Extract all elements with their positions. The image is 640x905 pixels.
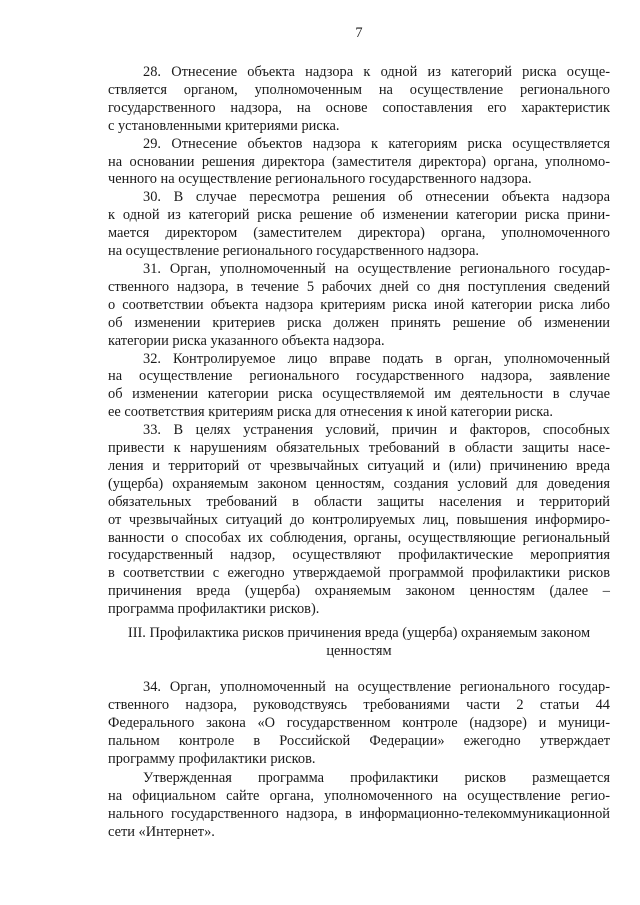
paragraph-32 [108,351,610,423]
text-line: ления и территорий от чрезвычайных ситуаций и (или) причинению вреда [108,457,610,474]
text-line: 33. В целях устранения условий, причин и факторов, способных [143,422,610,439]
text-line: ченного на осуществление регионального государственного надзора. [108,171,532,188]
text-line: о соответствии объекта надзора критериям риска иной категории риска либо [108,296,610,313]
text-line: (ущерба) охраняемым законом ценностям, создания условий для доведения [108,475,610,492]
text-line: ее соответствия критериям риска для отнесения к иной категории риска. [108,404,553,421]
text-line: на официальном сайте органа, уполномоченного на осуществление регио- [108,787,610,804]
text-line: нального государственного надзора, в информационно-телекоммуникационной [108,805,610,822]
text-line: с установленными критериями риска. [108,117,340,134]
text-line: программа профилактики рисков). [108,601,320,618]
text-line: 28. Отнесение объекта надзора к одной из категорий риска осуще- [143,64,610,80]
text-line: об изменении критериев риска должен принять решение об изменении [108,314,610,331]
paragraph-28 [108,64,610,136]
text-line: к одной из категорий риска решение об изменении категории риска прини- [108,207,610,224]
text-line: причинения вреда (ущерба) охраняемым законом ценностям (далее – [108,583,610,600]
heading-line: ценностям [326,643,392,659]
paragraph-34 [108,679,610,769]
heading-line: III. Профилактика рисков причинения вреда (ущерба) охраняемым законом [127,625,591,642]
text-line: 34. Орган, уполномоченный на осуществление регионального государ- [143,678,610,695]
text-line: привести к нарушениям обязательных требований в области защиты насе- [108,440,610,457]
text-line: мается директором (заместителем директора) органа, уполномоченного [108,225,610,242]
text-line: 30. В случае пересмотра решения об отнесении объекта надзора [143,189,610,206]
text-line: 32. Контролируемое лицо вправе подать в орган, уполномоченный [143,350,610,367]
paragraph-30 [108,189,610,261]
text-line: пальном контроле в Российской Федерации» ежегодно утверждает [108,732,610,749]
text-line: обязательных требований в области защиты населения и территорий [108,493,610,510]
text-line: ственного надзора, в течение 5 рабочих дней со дня поступления сведений [108,278,610,295]
paragraph-29 [108,136,610,190]
paragraph-31 [108,261,610,351]
text-line: государственного надзора, на основе сопоставления его характеристик [108,99,610,116]
text-line: на осуществление регионального государственного надзора. [108,243,480,260]
paragraph-34-continued [108,770,610,842]
document-body [108,64,610,842]
text-line: на осуществление регионального государственного надзора, заявление [108,368,610,385]
section-heading [108,625,610,661]
text-line: Федерального закона «О государственном контроле (надзоре) и муници- [108,714,610,731]
text-line: программу профилактики рисков. [108,750,316,767]
text-line: об изменении категории риска осуществляемой им деятельности в случае [108,386,610,403]
text-line: ственного надзора, руководствуясь требованиями части 2 статьи 44 [108,696,610,713]
text-line: государственный надзор, осуществляют профилактические мероприятия [108,547,610,564]
text-line: Утвержденная программа профилактики рисков размещается [143,769,610,786]
paragraph-33 [108,422,610,619]
text-line: сети «Интернет». [108,823,215,840]
text-line: 31. Орган, уполномоченный на осуществление регионального государ- [143,260,610,277]
text-line: в соответствии с ежегодно утверждаемой программой профилактики рисков [108,565,610,582]
text-line: ванности о способах их соблюдения, органы, осуществляющие региональный [108,529,610,546]
text-line: от чрезвычайных ситуаций до контролируемых лиц, повышения информиро- [108,511,610,528]
text-line: на основании решения директора (заместителя директора) органа, уполномо- [108,153,610,170]
text-line: категории риска указанного объекта надзора. [108,332,385,349]
page-number: 7 [355,25,363,41]
text-line: 29. Отнесение объектов надзора к категориям риска осуществляется [143,135,610,152]
text-line: ствляется органом, уполномоченным на осуществление регионального [108,81,610,98]
